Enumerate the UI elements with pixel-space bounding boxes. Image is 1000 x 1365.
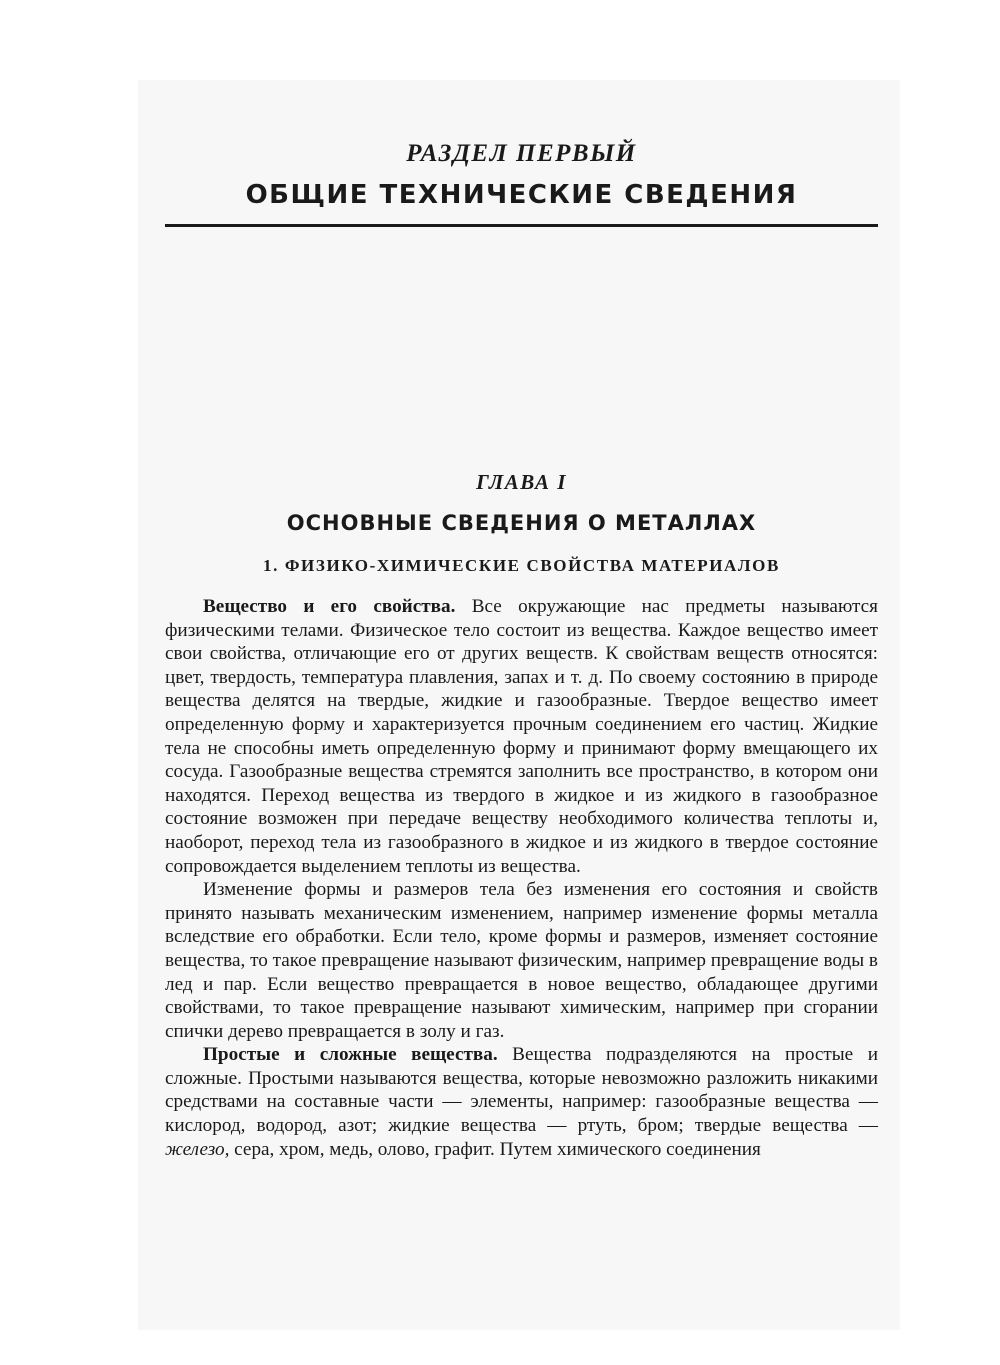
paragraph-substance-properties xyxy=(165,595,878,878)
paragraph-heading: Простые и сложные вещества. xyxy=(203,1044,498,1066)
title-rule xyxy=(165,224,878,227)
paragraph-simple-complex xyxy=(165,1043,878,1161)
chapter-label: ГЛАВА I xyxy=(476,470,567,494)
paragraph-text: сера, хром, медь, олово, графит. Путем химического соединения xyxy=(229,1138,761,1160)
paragraph-text: Вещества подразделяются на простые и сложные. Простыми называются вещества, которые невозможно разложить никакими средствами на составные части — элементы, например: газообразные вещества — кислород, водород, азот; жидкие вещества — ртуть, бром; твердые вещества — xyxy=(165,1044,878,1137)
section-label: РАЗДЕЛ ПЕРВЫЙ xyxy=(406,140,637,167)
paragraph-form-changes xyxy=(165,878,878,1043)
paragraph-text: Все окружающие нас предметы называются физическими телами. Физическое тело состоит из вещества. Каждое вещество имеет свои свойства, отличающие его от других веществ. К свойствам веществ относятся: цвет, твердость, температура плавления, запах и т. д. По своему состоянию в природе вещества делятся на твердые, жидкие и газообразные. Твердое вещество имеет определенную форму и характеризуется прочным соединением его частиц. Жидкие тела не способны иметь определенную форму и принимают форму вмещающего их сосуда. Газообразные вещества стремятся заполнить все пространство, в котором они находятся. Переход вещества из твердого в жидкое и из жидкого в газообразное состояние возможен при передаче веществу необходимого количества теплоты и, наоборот, переход тела из газообразного в жидкое и из жидкого в твердое состояние сопровождается выделением теплоты из вещества. xyxy=(165,596,878,877)
section-title: ОБЩИЕ ТЕХНИЧЕСКИЕ СВЕДЕНИЯ xyxy=(245,180,798,210)
paragraph-heading: Вещество и его свойства. xyxy=(203,596,456,617)
chapter-title: ОСНОВНЫЕ СВЕДЕНИЯ О МЕТАЛЛАХ xyxy=(286,511,757,535)
subsection-title: 1. ФИЗИКО-ХИМИЧЕСКИЕ СВОЙСТВА МАТЕРИАЛОВ xyxy=(263,556,780,575)
body-text xyxy=(165,595,878,1161)
paragraph-italic-term: железо, xyxy=(165,1138,230,1160)
paragraph-text: Изменение формы и размеров тела без изменения его состояния и свойств принято называть механическим изменением, например изменение формы металла вследствие его обработки. Если тело, кроме формы и размеров, изменяет состояние вещества, то такое превращение называют физическим, например превращение воды в лед и пар. Если вещество превращается в новое вещество, обладающее другими свойствами, то такое превращение называют химическим, например при сгорании спички дерево превращается в золу и газ. xyxy=(165,879,878,1042)
